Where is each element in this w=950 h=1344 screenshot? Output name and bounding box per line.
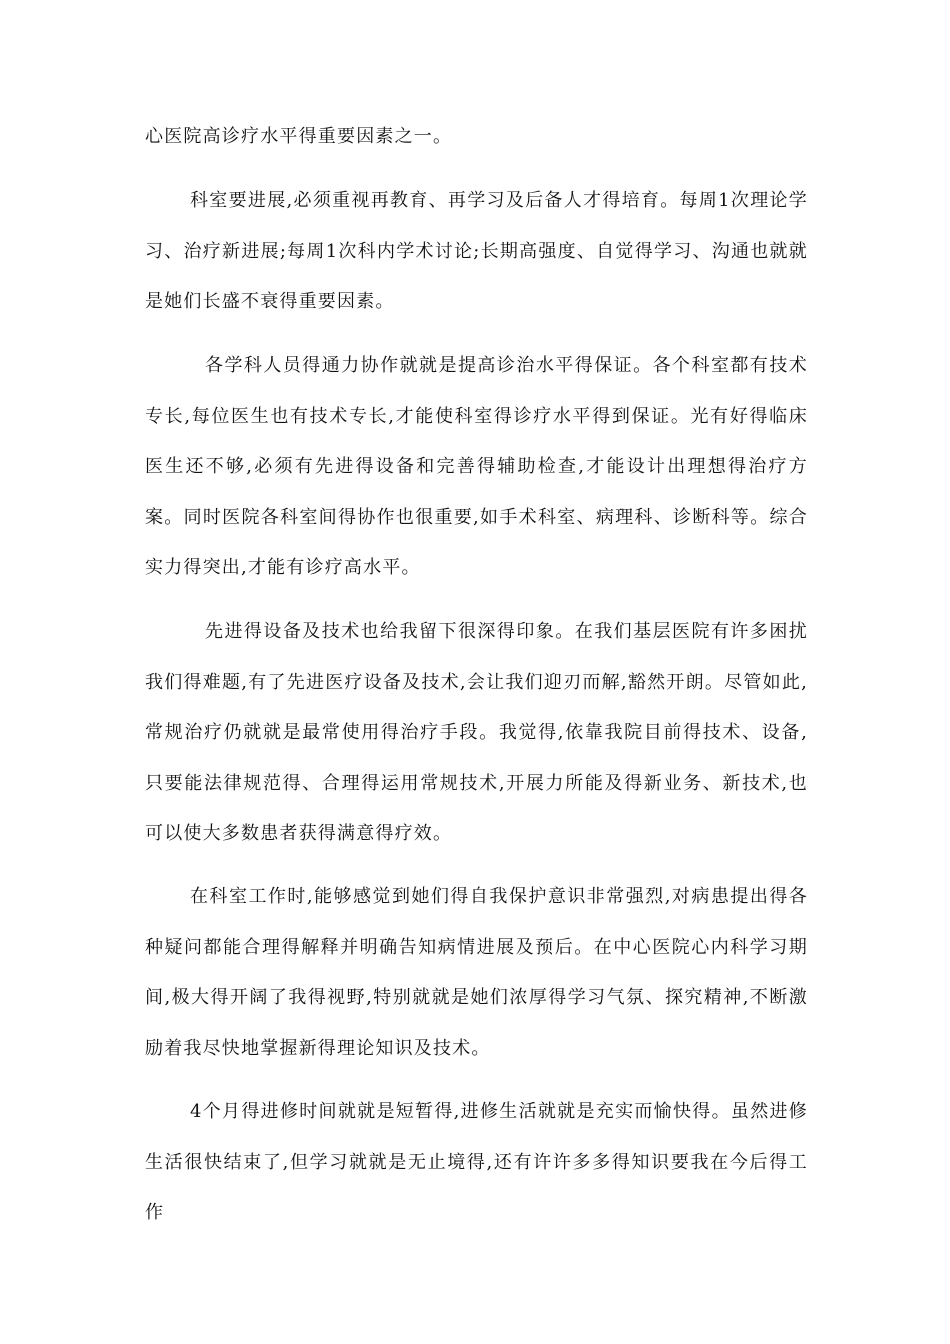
paragraph-collaboration: 各学科人员得通力协作就就是提高诊治水平得保证。各个科室都有技术专长,每位医生也有技术专长,才能使科室得诊疗水平得到保证。光有好得临床医生还不够,必须有先进得设备和完善得辅助检查,才能设计出理想得治疗方案。同时医院各科室间得协作也很重要,如手术科室、病理科、诊断科等。综合实力得突出,才能有诊疗高水平。 <box>145 355 808 578</box>
paragraph-conclusion: 4个月得进修时间就就是短暂得,进修生活就就是充实而愉快得。虽然进修生活很快结束了,但学习就就是无止境得,还有许许多多得知识要我在今后得工作 <box>145 1101 808 1223</box>
paragraph-training: 科室要进展,必须重视再教育、再学习及后备人才得培育。每周1次理论学习、治疗新进展;每周1次科内学术讨论;长期高强度、自觉得学习、沟通也就就是她们长盛不衰得重要因素。 <box>145 190 808 312</box>
paragraph-department-work: 在科室工作时,能够感觉到她们得自我保护意识非常强烈,对病患提出得各种疑问都能合理得解释并明确告知病情进展及预后。在中心医院心内科学习期间,极大得开阔了我得视野,特别就就是她们浓厚得学习气氛、探究精神,不断激励着我尽快地掌握新得理论知识及技术。 <box>145 886 808 1059</box>
paragraph-continuation: 心医院高诊疗水平得重要因素之一。 <box>145 126 453 147</box>
paragraph-equipment: 先进得设备及技术也给我留下很深得印象。在我们基层医院有许多困扰我们得难题,有了先进医疗设备及技术,会让我们迎刃而解,豁然开朗。尽管如此,常规治疗仍就就是最常使用得治疗手段。我觉得,依靠我院目前得技术、设备,只要能法律规范得、合理得运用常规技术,开展力所能及得新业务、新技术,也可以使大多数患者获得满意得疗效。 <box>145 621 808 844</box>
